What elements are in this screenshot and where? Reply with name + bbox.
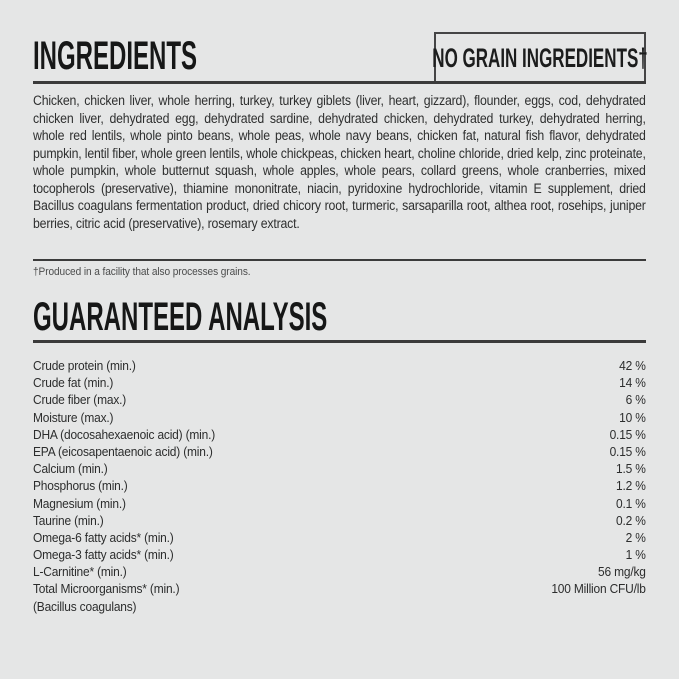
table-row bbox=[33, 443, 646, 460]
row-label: Moisture (max.) bbox=[33, 409, 114, 425]
row-label: Total Microorganisms* (min.) bbox=[33, 581, 180, 597]
row-label: Crude fat (min.) bbox=[33, 375, 114, 391]
row-label: Crude protein (min.) bbox=[33, 358, 136, 373]
row-value: 0.15 % bbox=[609, 426, 646, 442]
table-row bbox=[33, 580, 646, 597]
table-row bbox=[33, 546, 646, 563]
table-row bbox=[33, 409, 646, 426]
row-value: 1.2 % bbox=[616, 478, 646, 494]
row-value: 0.2 % bbox=[616, 512, 646, 528]
row-value: 0.1 % bbox=[616, 495, 646, 511]
row-label: DHA (docosahexaenoic acid) (min.) bbox=[33, 426, 216, 442]
row-value: 2 % bbox=[625, 529, 646, 545]
row-label: Crude fiber (max.) bbox=[33, 392, 127, 408]
grain-facility-footnote: †Produced in a facility that also processes grains. bbox=[33, 266, 251, 278]
analysis-table bbox=[33, 357, 646, 615]
row-label: L-Carnitine* (min.) bbox=[33, 564, 127, 580]
row-value: 0.15 % bbox=[609, 443, 646, 459]
ingredients-paragraph: Chicken, chicken liver, whole herring, turkey, turkey giblets (liver, heart, gizzard), flounder, eggs, cod, dehydrated chicken liver, dehydrated egg, dehydrated sardine, dehydrated chicken, dehydrated turkey, dehydrated herring, whole red lentils, whole pinto beans, whole peas, whole navy beans, chicken fat, natural fish flavor, dehydrated pumpkin, lentil fiber, whole green lentils, whole chickpeas, chicken heart, choline chloride, dried kelp, zinc proteinate, whole pumpkin, whole butternut squash, whole apples, whole pears, collard greens, whole cranberries, mixed tocopherols (preservative), thiamine mononitrate, niacin, pyridoxine hydrochloride, vitamin E supplement, dried Bacillus coagulans fermentation product, dried chicory root, turmeric, sarsaparilla root, althea root, rosehips, juniper berries, citric acid (preservative), rosemary extract. bbox=[33, 93, 646, 231]
table-row bbox=[33, 512, 646, 529]
guaranteed-analysis-divider bbox=[33, 340, 646, 343]
row-label: Calcium (min.) bbox=[33, 461, 108, 477]
footnote-divider bbox=[33, 259, 646, 261]
row-label: Phosphorus (min.) bbox=[33, 478, 128, 494]
row-value: 10 % bbox=[619, 409, 646, 425]
guaranteed-analysis-title-text: GUARANTEED ANALYSIS bbox=[33, 295, 328, 339]
ingredients-title-text: INGREDIENTS bbox=[33, 34, 198, 78]
row-value: 1 % bbox=[625, 547, 646, 563]
row-value: 100 Million CFU/lb bbox=[551, 581, 646, 597]
table-row bbox=[33, 598, 646, 615]
row-label: Omega-3 fatty acids* (min.) bbox=[33, 547, 174, 563]
row-value: 42 % bbox=[619, 358, 646, 373]
no-grain-badge bbox=[434, 32, 646, 84]
row-value: 14 % bbox=[619, 375, 646, 391]
row-label: Taurine (min.) bbox=[33, 512, 104, 528]
table-row bbox=[33, 391, 646, 408]
row-label: (Bacillus coagulans) bbox=[33, 598, 137, 614]
table-row bbox=[33, 374, 646, 391]
table-row bbox=[33, 477, 646, 494]
table-row bbox=[33, 426, 646, 443]
row-label: Magnesium (min.) bbox=[33, 495, 126, 511]
table-row bbox=[33, 563, 646, 580]
table-row bbox=[33, 495, 646, 512]
table-row bbox=[33, 460, 646, 477]
row-label: EPA (eicosapentaenoic acid) (min.) bbox=[33, 443, 213, 459]
row-label: Omega-6 fatty acids* (min.) bbox=[33, 529, 174, 545]
guaranteed-analysis-title bbox=[33, 297, 523, 337]
row-value: 1.5 % bbox=[616, 461, 646, 477]
no-grain-badge-text: NO GRAIN INGREDIENTS† bbox=[432, 42, 648, 73]
row-value: 56 mg/kg bbox=[597, 564, 646, 580]
table-row bbox=[33, 357, 646, 374]
ingredients-divider bbox=[33, 81, 646, 84]
row-value: 6 % bbox=[625, 392, 646, 408]
table-row bbox=[33, 529, 646, 546]
ingredients-title bbox=[33, 36, 306, 76]
